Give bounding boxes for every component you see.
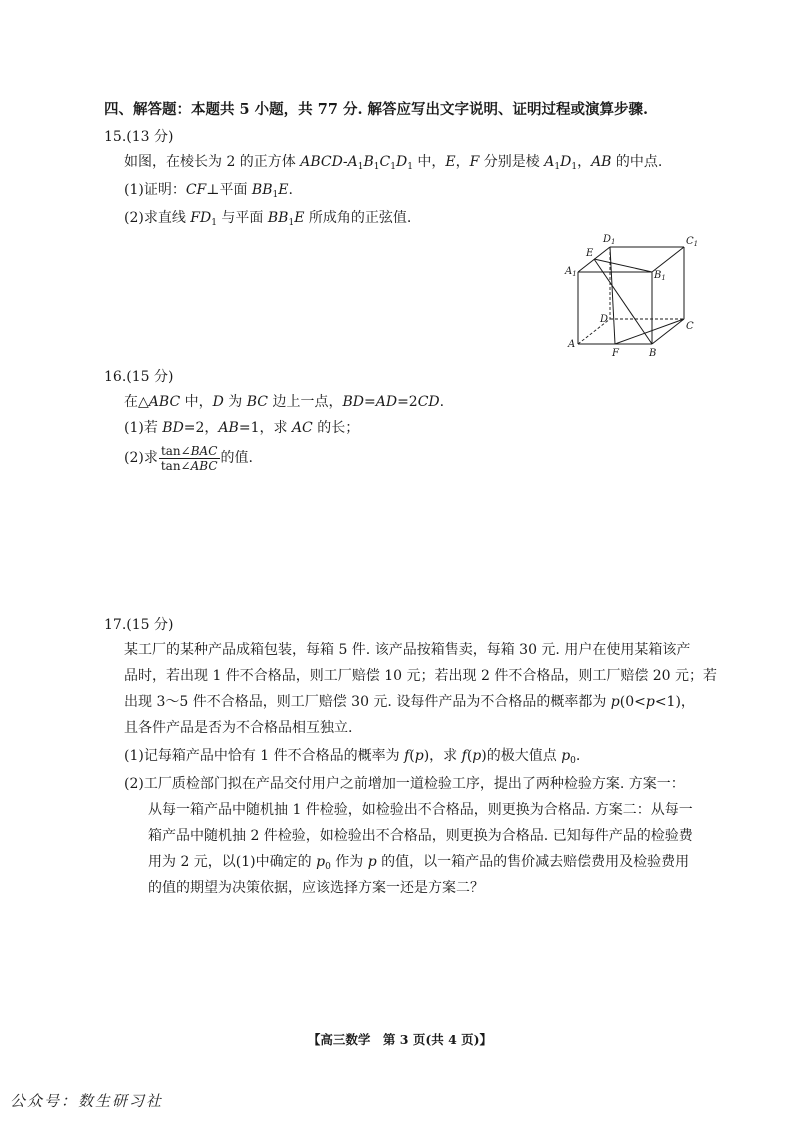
label-E: E <box>586 248 594 259</box>
label-D1: $D_1$ <box>603 234 616 246</box>
q16-part2: (2)求 $\frac{\text{tan∠BAC}}{\text{tan∠ABC}}$ 的值. <box>124 443 253 473</box>
q17-part2-line4: 用为 2 元，以(1)中确定的 $p_0$ 作为 p 的值，以一箱产品的售价减去赔偿费用及检验费用 <box>148 854 690 872</box>
tan-fraction: $\frac{\text{tan∠BAC}}{\text{tan∠ABC}}$ <box>160 443 218 473</box>
q15-number: 15.(13 分) <box>104 129 174 145</box>
section-title: 四、解答题：本题共 5 小题，共 77 分. 解答应写出文字说明、证明过程或演算步骤. <box>104 101 649 118</box>
q17-part1: (1)记每箱产品中恰有 1 件不合格品的概率为 f(p)，求 f(p)的极大值点 $p_0$. <box>124 748 581 766</box>
watermark: 公众号：数生研习社 <box>10 1092 164 1110</box>
label-C: C <box>686 321 694 332</box>
q17-part2-line5: 的值的期望为决策依据，应该选择方案一还是方案二？ <box>148 880 484 896</box>
q16-part1: (1)若 BD=2，AB=1，求 AC 的长； <box>124 420 360 436</box>
label-A1: $A_1$ <box>565 266 577 278</box>
q16-number: 16.(15 分) <box>104 369 174 385</box>
label-B: B <box>649 348 657 359</box>
q17-number: 17.(15 分) <box>104 617 174 633</box>
label-D: D <box>600 314 609 325</box>
q17-line4: 且各件产品是否为不合格品相互独立. <box>124 720 353 736</box>
q17-line3: 出现 3～5 件不合格品，则工厂赔偿 30 元. 设每件产品为不合格品的概率都为 p(0<p<1)， <box>124 694 695 710</box>
label-F: F <box>612 348 619 359</box>
label-B1: $B_1$ <box>654 270 666 282</box>
label-C1: $C_1$ <box>686 236 699 248</box>
q17-part2-line3: 箱产品中随机抽 2 件检验，如检验出不合格品，则更换为合格品. 已知每件产品的检验费 <box>148 828 693 844</box>
label-A: A <box>568 339 576 350</box>
q15-part2: (2)求直线 $FD_1$ 与平面 $BB_1E$ 所成角的正弦值. <box>124 210 412 228</box>
q17-part2-line1: (2)工厂质检部门拟在产品交付用户之前增加一道检验工序，提出了两种检验方案. 方案一： <box>124 776 685 792</box>
q17-line1: 某工厂的某种产品成箱包装，每箱 5 件. 该产品按箱售卖，每箱 30 元. 用户在使用某箱该产 <box>124 642 691 658</box>
cube-figure <box>560 232 700 362</box>
q17-part2-line2: 从每一箱产品中随机抽 1 件检验，如检验出不合格品，则更换为合格品. 方案二：从每一 <box>148 802 693 818</box>
q17-line2: 品时，若出现 1 件不合格品，则工厂赔偿 10 元；若出现 2 件不合格品，则工厂赔偿 20 元；若 <box>124 668 718 684</box>
q15-part1: (1)证明：CF⊥平面 $BB_1E$. <box>124 182 293 200</box>
q15-statement: 如图，在棱长为 2 的正方体 ABCD-$A_1B_1C_1D_1$ 中，E，F 分别是棱 $A_1D_1$，AB 的中点. <box>124 154 663 172</box>
q16-statement: 在△ABC 中，D 为 BC 边上一点，BD=AD=2CD. <box>124 394 445 410</box>
page-footer: 【高三数学 第 3 页(共 4 页)】 <box>307 1032 493 1047</box>
